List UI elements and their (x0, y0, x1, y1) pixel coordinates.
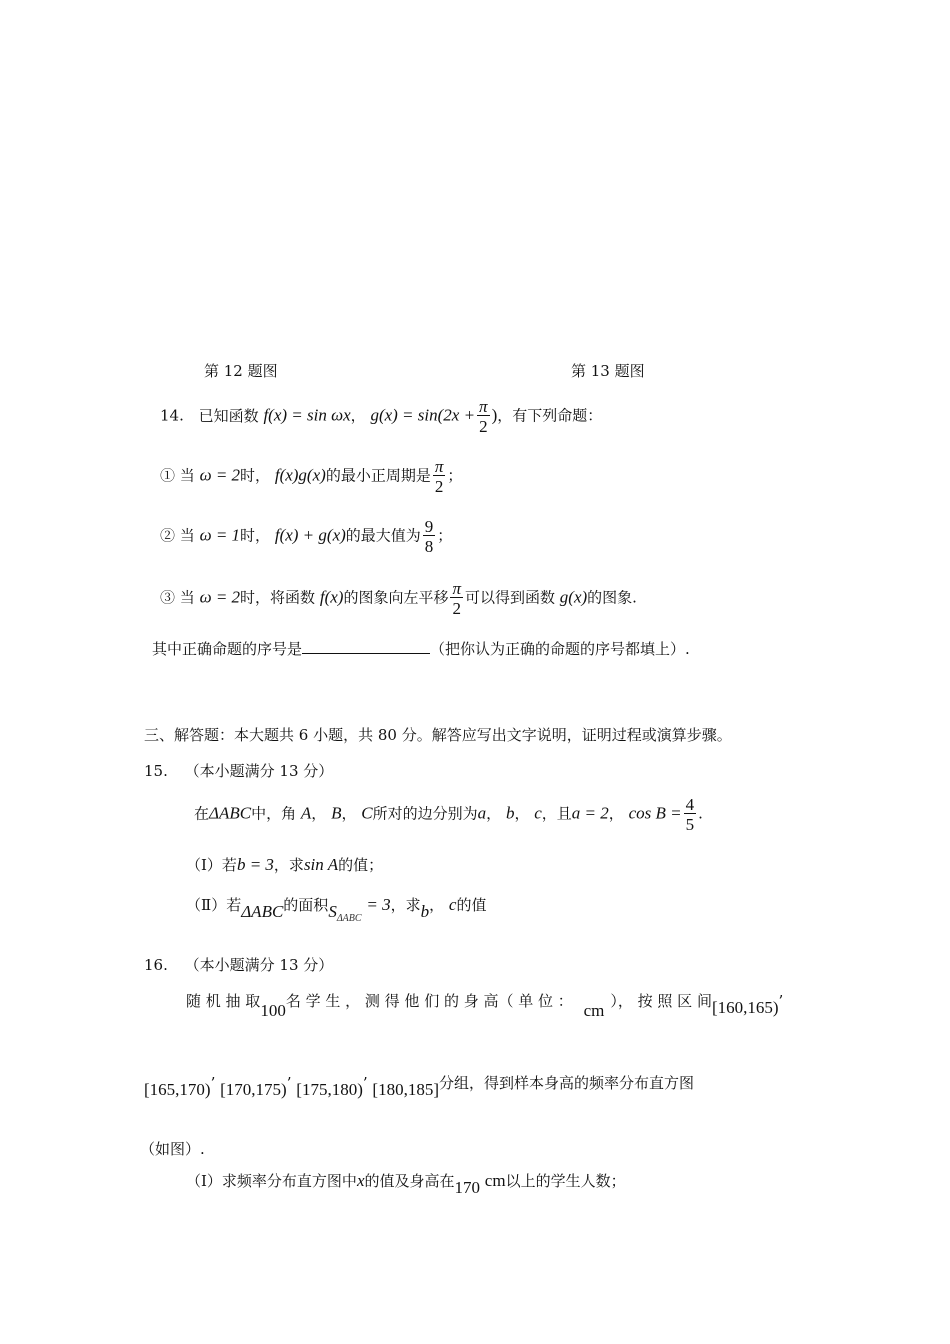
question-15-statement: 在ΔABC中，角 A， B， C所对的边分别为a， b， c，且a = 2， cos B = $\frac{4}{5}$ . (194, 795, 703, 834)
question-16-line-1: 随 机 抽 取100名 学 生 ， 测 得 他 们 的 身 高（ 单 位 ： cm ）， 按 照 区 间[160,165)’ (186, 992, 784, 1020)
section-3-heading: 三、解答题：本大题共 6 小题，共 80 分。解答应写出文字说明，证明过程或演算步骤。 (144, 726, 732, 744)
question-15-part-2: （Ⅱ）若ΔABC的面积$S_{\Delta ABC} = 3$，求b， c的值 (186, 895, 487, 924)
function-g-definition: g(x) = sin(2x + (370, 405, 476, 425)
question-14-statement: 14. 已知函数 f(x) = sin ωx， g(x) = sin(2x + $\frac{\pi}{2}$ )，有下列命题： (160, 397, 603, 436)
question-16-header: 16. （本小题满分 13 分） (144, 956, 334, 974)
question-15-header: 15. （本小题满分 13 分） (144, 762, 334, 780)
question-number: 14. (160, 406, 184, 425)
proposition-2: ② 当 ω = 1时， f(x) + g(x)的最大值为 $\frac{9}{8}$ ； (160, 517, 453, 556)
figure-12-caption: 第 12 题图 (204, 362, 278, 380)
fraction-pi-over-2: $\frac{\pi}{2}$ (479, 397, 488, 436)
proposition-1: ① 当 ω = 2时， f(x)g(x)的最小正周期是 $\frac{\pi}{2}$ ； (160, 457, 463, 496)
question-16-part-1: （Ⅰ）求频率分布直方图中x的值及身高在170 cm以上的学生人数； (186, 1171, 626, 1197)
question-16-line-2: [165,170)’ [170,175)’ [175,180)’ [180,185]分组，得到样本身高的频率分布直方图 (144, 1074, 695, 1099)
question-14-answer-line: 其中正确命题的序号是 （把你认为正确的命题的序号都填上）. (152, 640, 690, 658)
fraction-9-over-8: $\frac{9}{8}$ (424, 517, 434, 556)
question-15-part-1: （Ⅰ）若b = 3，求sin A的值； (186, 855, 384, 874)
fraction-4-over-5: $\frac{4}{5}$ (685, 795, 695, 834)
answer-blank[interactable] (302, 639, 430, 654)
figure-13-caption: 第 13 题图 (571, 362, 645, 380)
question-16-line-3: （如图）. (140, 1140, 205, 1158)
fraction-pi-over-2: $\frac{\pi}{2}$ (434, 457, 444, 496)
function-f-definition: f(x) = sin ωx (263, 405, 351, 425)
proposition-3: ③ 当 ω = 2时，将函数 f(x)的图象向左平移 $\frac{\pi}{2}$ 可以得到函数 g(x)的图象. (160, 579, 637, 618)
fraction-pi-over-2: $\frac{\pi}{2}$ (452, 579, 461, 618)
